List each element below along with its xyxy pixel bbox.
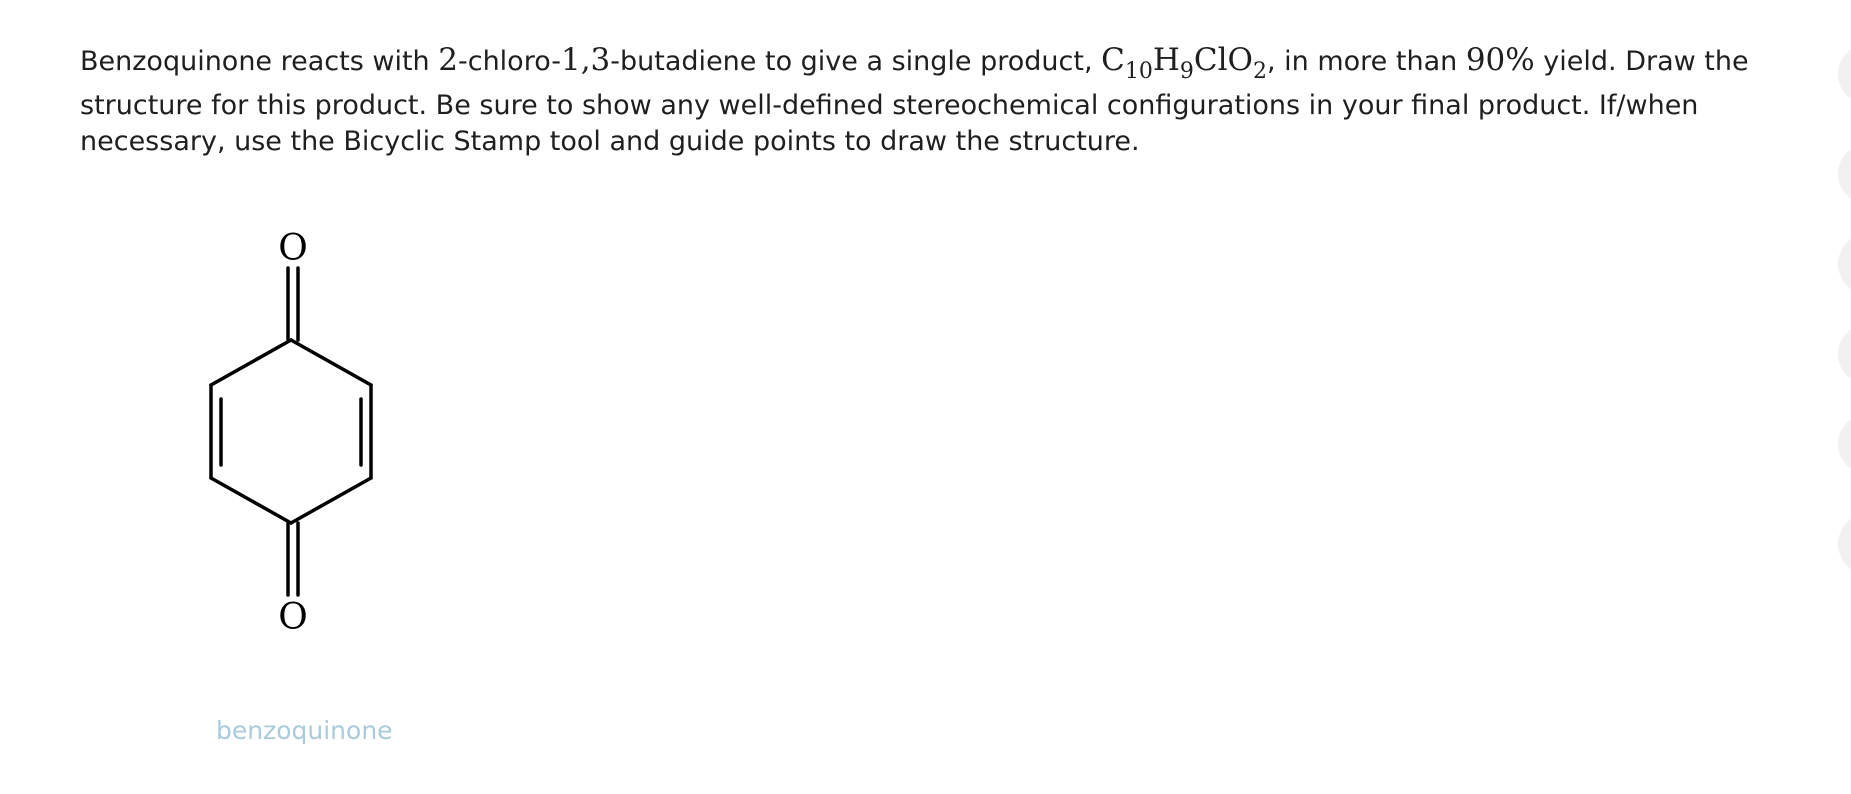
yield-value: 90%: [1465, 42, 1535, 78]
bond-ring-lower-left: [211, 478, 291, 523]
formula-chlorine-oxygen: ClO: [1193, 42, 1253, 78]
formula-hydrogen: H: [1152, 42, 1180, 78]
side-tool-button-3[interactable]: [1838, 234, 1851, 294]
side-tool-button-4[interactable]: [1838, 324, 1851, 384]
oxygen-bottom-label: O: [278, 597, 308, 638]
benzoquinone-structure: [180, 225, 400, 645]
benzoquinone-structure-drawing: [180, 225, 400, 645]
bond-ring-lower-right: [291, 478, 371, 523]
question-text-1: Benzoquinone reacts with: [80, 46, 439, 77]
side-tool-button-6[interactable]: [1838, 514, 1851, 574]
question-prompt: [80, 38, 1840, 160]
product-formula: [1101, 42, 1267, 84]
question-text-3: -butadiene to give a single product,: [610, 46, 1102, 77]
question-line-2: structure for this product. Be sure to show any well-defined stereochemical configurations in your final product. If/when: [80, 90, 1699, 121]
question-text-4: , in more than: [1266, 46, 1466, 77]
bond-lines: [211, 268, 371, 595]
question-line-3: necessary, use the Bicyclic Stamp tool and guide points to draw the structure.: [80, 126, 1140, 157]
question-text-2: -chloro-: [457, 46, 561, 77]
formula-hydrogen-count: 9: [1179, 59, 1194, 84]
formula-carbon-count: 10: [1124, 59, 1153, 84]
oxygen-top-label: O: [278, 228, 308, 269]
formula-carbon: C: [1101, 42, 1125, 78]
question-line-1: [80, 38, 1840, 84]
bond-ring-upper-left: [211, 340, 291, 385]
formula-oxygen-count: 2: [1252, 59, 1267, 84]
reactant-locants-1-3: 1,3: [560, 42, 611, 78]
side-tool-button-5[interactable]: [1838, 414, 1851, 474]
compound-name-label: benzoquinone: [216, 716, 393, 745]
reactant-locant-2: 2: [438, 42, 458, 78]
question-text-5: yield. Draw the: [1534, 46, 1749, 77]
bond-ring-upper-right: [291, 340, 371, 385]
